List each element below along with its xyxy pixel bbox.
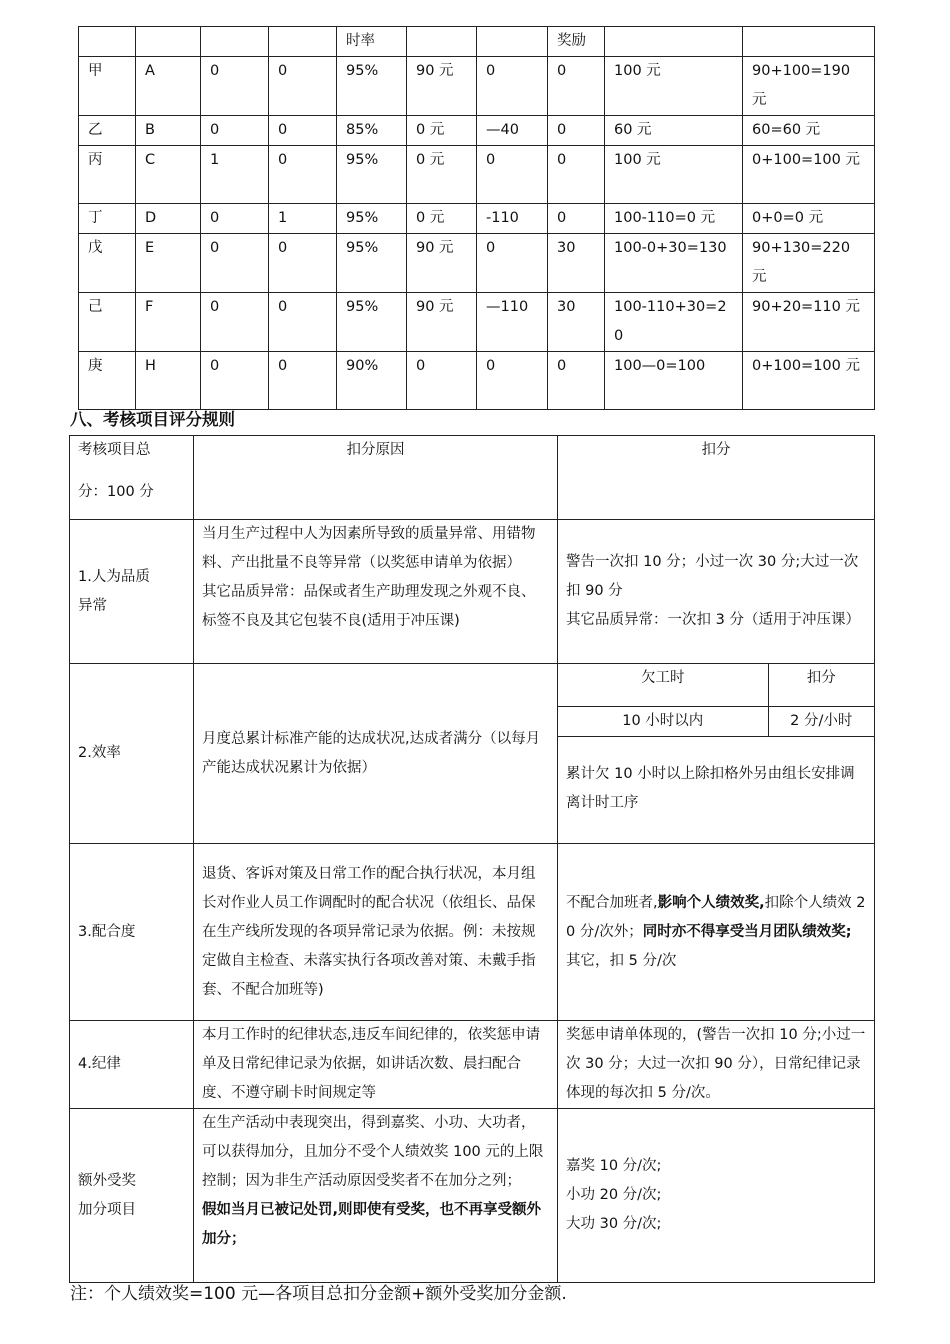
reward-cell: 0	[477, 352, 548, 410]
reward-row	[79, 352, 875, 410]
reward-cell: —40	[477, 116, 548, 146]
reward-cell: A	[136, 57, 201, 116]
reward-cell: E	[136, 234, 201, 293]
header-item-line2: 分：100 分	[78, 484, 154, 500]
reward-cell: 100 元	[605, 146, 743, 204]
reward-row	[79, 204, 875, 234]
cooperation-deduct-e: 其它，扣 5 分/次	[566, 952, 677, 969]
reward-cell: 乙	[79, 116, 136, 146]
discipline-item: 4.纪律	[70, 1021, 194, 1109]
reward-cell: 甲	[79, 57, 136, 116]
bonus-item-line1: 额外受奖	[78, 1172, 136, 1189]
reward-header-row	[79, 27, 875, 57]
reward-cell: 0	[477, 57, 548, 116]
reward-row	[79, 293, 875, 352]
reward-cell: 0	[269, 234, 337, 293]
efficiency-note: 累计欠 10 小时以上除扣格外另由组长安排调离计时工序	[566, 766, 855, 812]
cooperation-item: 3.配合度	[70, 844, 194, 1021]
reward-cell: 90+100=190 元	[743, 57, 875, 116]
efficiency-deduct-cell	[558, 664, 875, 844]
reward-cell: 100-110=0 元	[605, 204, 743, 234]
reward-cell: 丁	[79, 204, 136, 234]
reward-table	[78, 26, 875, 410]
efficiency-reason: 月度总累计标准产能的达成状况,达成者满分（以每月产能达成状况累计为依据）	[194, 664, 558, 844]
reward-cell: 0 元	[407, 204, 477, 234]
reward-cell: 30	[548, 293, 605, 352]
reward-cell: 0+100=100 元	[743, 146, 875, 204]
quality-reason-2: 其它品质异常：品保或者生产助理发现之外观不良、标签不良及其它包装不良(适用于冲压课)	[202, 584, 536, 629]
rule-row-discipline	[70, 1021, 875, 1109]
reward-cell: 0	[201, 293, 269, 352]
reward-cell: H	[136, 352, 201, 410]
reward-cell: 0+0=0 元	[743, 204, 875, 234]
reward-cell: 0	[269, 293, 337, 352]
reward-cell: 0 元	[407, 146, 477, 204]
rules-table	[69, 435, 875, 1283]
rules-header-row	[70, 436, 875, 520]
reward-cell: 0	[548, 352, 605, 410]
bonus-reason-bold: 假如当月已被记处罚,则即使有受奖，也不再享受额外加分；	[202, 1202, 542, 1247]
discipline-deduct: 奖惩申请单体现的，(警告一次扣 10 分;小过一次 30 分；大过一次扣 90 分），日常纪律记录体现的每次扣 5 分/次。	[558, 1021, 875, 1109]
efficiency-subtable	[558, 664, 874, 842]
quality-reason: 当月生产过程中人为因素所导致的质量异常、用错物料、产出批量不良等异常（以奖惩申请单为依据）	[202, 526, 536, 571]
bonus-reason: 在生产活动中表现突出，得到嘉奖、小功、大功者，可以获得加分，且加分不受个人绩效奖 100 元的上限控制；因为非生产活动原因受奖者不在加分之列；	[202, 1115, 544, 1189]
reward-cell: 95%	[337, 293, 407, 352]
reward-cell: 0	[269, 352, 337, 410]
reward-cell: 0	[201, 234, 269, 293]
reward-cell: 100-110+30=20	[605, 293, 743, 352]
reward-cell: 90 元	[407, 234, 477, 293]
header-item-line1: 考核项目总	[78, 442, 151, 458]
reward-cell: 90 元	[407, 57, 477, 116]
reward-cell: 90%	[337, 352, 407, 410]
sub-header-hours: 欠工时	[558, 664, 768, 706]
rule-row-cooperation	[70, 844, 875, 1021]
reward-cell	[407, 27, 477, 57]
reward-cell: 戊	[79, 234, 136, 293]
reward-cell: 0	[477, 146, 548, 204]
reward-cell	[605, 27, 743, 57]
reward-cell: C	[136, 146, 201, 204]
bonus-xiaogong: 小功 20 分/次;	[566, 1187, 662, 1203]
bonus-item-line2: 加分项目	[78, 1201, 136, 1218]
reward-cell: 60=60 元	[743, 116, 875, 146]
rule-row-quality	[70, 520, 875, 664]
reward-cell: 1	[201, 146, 269, 204]
bonus-deduct-cell	[558, 1109, 875, 1283]
header-reason: 扣分原因	[194, 436, 558, 520]
sub-value-deduct: 2 分/小时	[768, 706, 874, 736]
reward-cell: 0	[548, 116, 605, 146]
reward-cell: 0	[201, 204, 269, 234]
reward-cell: 95%	[337, 57, 407, 116]
reward-cell: 0	[407, 352, 477, 410]
reward-cell: 95%	[337, 204, 407, 234]
reward-table-body	[79, 27, 875, 410]
quality-item-label: 1.人为品质异常	[78, 568, 150, 614]
rule-row-bonus	[70, 1109, 875, 1283]
cooperation-deduct-b: 影响个人绩效奖,	[657, 894, 765, 911]
reward-cell: 庚	[79, 352, 136, 410]
reward-cell: 100 元	[605, 57, 743, 116]
section-heading: 八、考核项目评分规则	[70, 410, 235, 429]
discipline-reason: 本月工作时的纪律状态,违反车间纪律的，依奖惩申请单及日常纪律记录为依据，如讲话次数、晨扫配合度、不遵守刷卡时间规定等	[194, 1021, 558, 1109]
reward-cell: 0+100=100 元	[743, 352, 875, 410]
reward-cell: —110	[477, 293, 548, 352]
sub-value-hours: 10 小时以内	[558, 706, 768, 736]
reward-cell: 95%	[337, 146, 407, 204]
reward-cell: 95%	[337, 234, 407, 293]
reward-cell: 0	[269, 116, 337, 146]
cooperation-deduct-d: 同时亦不得享受当月团队绩效奖;	[642, 923, 852, 940]
reward-cell	[136, 27, 201, 57]
cooperation-reason: 退货、客诉对策及日常工作的配合执行状况，本月组长对作业人员工作调配时的配合状况（依组长、品保在生产线所发现的各项异常记录为依据。例：未按规定做自主检查、未落实执行各项改善对策、未戴手指套、不配合加班等)	[194, 844, 558, 1021]
quality-deduct: 警告一次扣 10 分；小过一次 30 分;大过一次扣 90 分	[566, 554, 859, 599]
reward-cell: 1	[269, 204, 337, 234]
reward-cell: 0	[269, 57, 337, 116]
reward-cell	[201, 27, 269, 57]
quality-item	[70, 520, 194, 664]
reward-cell: 90 元	[407, 293, 477, 352]
reward-cell: 60 元	[605, 116, 743, 146]
cooperation-deduct-cell	[558, 844, 875, 1021]
reward-cell: -110	[477, 204, 548, 234]
reward-cell: 30	[548, 234, 605, 293]
header-deduct: 扣分	[558, 436, 875, 520]
reward-cell: 奖励	[548, 27, 605, 57]
reward-cell: 100—0=100	[605, 352, 743, 410]
sub-header-deduct: 扣分	[768, 664, 874, 706]
reward-cell: 0 元	[407, 116, 477, 146]
reward-cell: 100-0+30=130	[605, 234, 743, 293]
cooperation-deduct-a: 不配合加班者,	[566, 894, 658, 911]
reward-cell: 90+130=220 元	[743, 234, 875, 293]
quality-deduct-cell	[558, 520, 875, 664]
reward-cell: 0	[201, 57, 269, 116]
footnote: 注：个人绩效奖=100 元—各项目总扣分金额+额外受奖加分金额.	[70, 1284, 567, 1304]
reward-row	[79, 234, 875, 293]
bonus-item-cell	[70, 1109, 194, 1283]
cooperation-deduct-main	[566, 889, 866, 947]
reward-cell: 己	[79, 293, 136, 352]
bonus-jiajiang: 嘉奖 10 分/次;	[566, 1158, 662, 1174]
cooperation-deduct-c: 扣除个人绩效 20 分/次外；	[566, 894, 866, 940]
reward-cell	[743, 27, 875, 57]
bonus-dagong: 大功 30 分/次;	[566, 1216, 662, 1232]
reward-row	[79, 116, 875, 146]
reward-cell: 0	[269, 146, 337, 204]
reward-cell: F	[136, 293, 201, 352]
reward-cell: 0	[548, 204, 605, 234]
bonus-reason-cell	[194, 1109, 558, 1283]
reward-cell: 90+20=110 元	[743, 293, 875, 352]
reward-cell: 丙	[79, 146, 136, 204]
quality-deduct-2: 其它品质异常：一次扣 3 分（适用于冲压课）	[566, 612, 860, 628]
reward-cell: 0	[201, 116, 269, 146]
reward-cell: 时率	[337, 27, 407, 57]
reward-cell: 0	[477, 234, 548, 293]
reward-cell	[79, 27, 136, 57]
reward-cell: D	[136, 204, 201, 234]
reward-cell: 0	[548, 146, 605, 204]
reward-cell: 85%	[337, 116, 407, 146]
reward-cell: 0	[201, 352, 269, 410]
quality-reason-cell	[194, 520, 558, 664]
rule-row-efficiency	[70, 664, 875, 844]
reward-row	[79, 146, 875, 204]
reward-cell: 0	[548, 57, 605, 116]
efficiency-item: 2.效率	[70, 664, 194, 844]
reward-cell: B	[136, 116, 201, 146]
reward-row	[79, 57, 875, 116]
reward-cell	[269, 27, 337, 57]
reward-cell	[477, 27, 548, 57]
header-item-cell	[70, 436, 194, 520]
